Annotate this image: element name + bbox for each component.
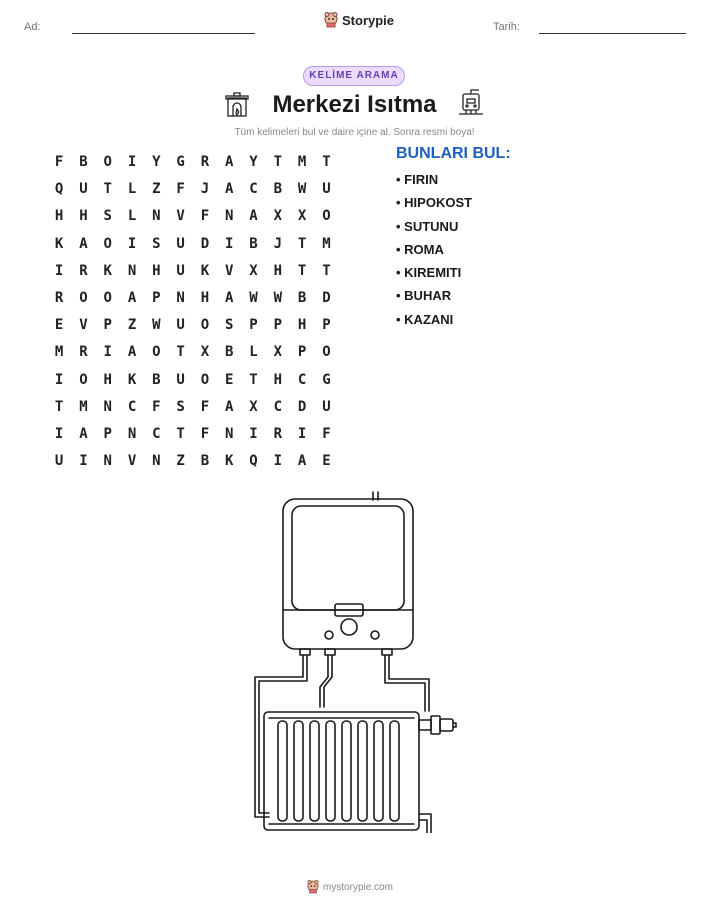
grid-letter: R [54,289,64,306]
grid-letter: B [152,371,161,388]
grid-letter: B [79,154,88,170]
grid-letter: W [273,289,283,306]
grid-letter: V [176,208,185,225]
date-line [539,33,686,34]
grid-letter: W [297,181,307,198]
grid-letter: N [127,262,137,279]
grid-letter: O [200,371,210,388]
grid-letter: U [176,317,185,334]
grid-letter: T [249,371,258,388]
date-label: Tarih: [493,21,520,33]
grid-letter: R [79,344,88,361]
grid-letter: O [103,154,112,170]
grid-letter: I [225,235,234,252]
grid-row [47,367,339,394]
grid-letter: A [225,154,234,170]
grid-letter: B [225,344,234,361]
grid-letter: T [322,154,331,170]
grid-letter: C [297,371,307,388]
grid-letter: A [225,289,234,306]
grid-letter: Q [54,181,64,198]
grid-letter: L [127,181,137,198]
grid-letter: T [103,181,112,198]
activity-badge: KELİME ARAMA [303,66,405,86]
grid-letter: I [127,154,137,170]
grid-letter: C [249,181,258,198]
grid-letter: R [200,154,210,170]
grid-letter: G [322,371,331,388]
grid-letter: D [200,235,210,252]
grid-letter: C [127,398,137,415]
grid-letter: H [152,262,161,279]
grid-letter: I [103,344,112,361]
grid-letter: H [103,371,112,388]
grid-letter: B [273,181,283,198]
grid-letter: V [127,453,137,470]
grid-letter: I [127,235,137,252]
grid-letter: Z [176,453,185,470]
grid-letter: P [103,425,112,442]
grid-letter: N [127,425,137,442]
grid-letter: U [322,398,331,415]
grid-letter: C [273,398,283,415]
grid-letter: U [54,453,64,470]
grid-letter: N [225,208,234,225]
grid-letter: T [273,154,283,170]
instructions: Tüm kelimeleri bul ve daire içine al. Sonra resmi boya! [234,127,475,138]
grid-letter: W [152,317,161,334]
grid-letter: V [79,317,88,334]
storypie-mascot-icon [324,12,338,28]
grid-letter: A [225,181,234,198]
grid-letter: X [297,208,307,225]
brand-logo [324,12,394,28]
boiler-icon [457,88,485,118]
grid-letter: H [79,208,88,225]
word-list-item: • KAZANI [396,311,454,327]
grid-row [47,203,339,230]
grid-letter: A [127,344,137,361]
word-list-item: • SUTUNU [396,218,459,234]
grid-letter: S [103,208,112,225]
grid-letter: R [273,425,283,442]
grid-letter: L [127,208,137,225]
grid-letter: N [152,453,161,470]
grid-letter: T [176,344,185,361]
grid-letter: I [297,425,307,442]
grid-letter: P [273,317,283,334]
grid-letter: I [79,453,88,470]
grid-row [47,312,339,339]
grid-row [47,421,339,448]
grid-letter: N [103,453,112,470]
grid-letter: B [200,453,210,470]
grid-letter: F [200,208,210,225]
grid-letter: S [176,398,185,415]
grid-letter: U [79,181,88,198]
grid-letter: S [225,317,234,334]
grid-letter: V [225,262,234,279]
grid-letter: O [103,235,112,252]
grid-letter: M [54,344,64,361]
page-title: Merkezi Isıtma [272,91,437,118]
grid-letter: H [273,262,283,279]
grid-letter: G [176,154,185,170]
grid-letter: I [54,425,64,442]
grid-letter: T [54,398,64,415]
grid-letter: T [176,425,185,442]
grid-letter: I [54,371,64,388]
grid-letter: K [225,453,234,470]
grid-letter: Y [249,154,258,170]
grid-letter: X [200,344,210,361]
grid-letter: A [297,453,307,470]
grid-letter: P [103,317,112,334]
grid-letter: B [297,289,307,306]
grid-letter: A [249,208,258,225]
grid-row [47,394,339,421]
grid-letter: X [273,208,283,225]
footer-url: mystorypie.com [323,881,394,893]
grid-letter: E [322,453,331,470]
grid-letter: O [152,344,161,361]
grid-letter: U [176,371,185,388]
grid-letter: C [152,425,161,442]
grid-letter: P [152,289,161,306]
name-line [72,33,255,34]
grid-row [47,339,339,366]
grid-letter: A [79,425,88,442]
name-label: Ad: [24,21,41,33]
grid-letter: Q [249,453,258,470]
grid-letter: A [225,398,234,415]
grid-letter: O [103,289,112,306]
grid-letter: H [54,208,64,225]
grid-letter: U [176,262,185,279]
grid-letter: N [176,289,185,306]
grid-letter: O [322,208,331,225]
grid-letter: F [152,398,161,415]
grid-letter: F [200,425,210,442]
storypie-mascot-icon [307,880,319,894]
grid-letter: M [297,154,307,170]
grid-letter: P [297,344,307,361]
grid-letter: T [322,262,331,279]
grid-letter: E [54,317,64,334]
grid-letter: K [54,235,64,252]
footer [307,880,393,894]
grid-letter: I [273,453,283,470]
grid-letter: X [273,344,283,361]
word-list-item: • HIPOKOST [396,195,473,211]
brand-name: Storypie [342,12,395,28]
grid-letter: Y [152,154,161,170]
grid-row [47,258,339,285]
grid-letter: J [273,235,283,252]
grid-letter: M [79,398,88,415]
grid-letter: H [297,317,307,334]
word-list-item: • KIREMITI [396,265,462,281]
grid-letter: M [322,235,331,252]
grid-letter: X [249,398,258,415]
grid-letter: O [200,317,210,334]
grid-letter: N [103,398,112,415]
letter-grid [47,149,339,475]
grid-letter: H [273,371,283,388]
grid-row [47,231,339,258]
word-list-item: • BUHAR [396,288,452,304]
grid-letter: D [297,398,307,415]
grid-row [47,176,339,203]
grid-letter: T [297,262,307,279]
grid-letter: S [152,235,161,252]
word-list-title: BUNLARI BUL: [396,145,511,162]
grid-letter: N [225,425,234,442]
grid-letter: N [152,208,161,225]
word-list-item: • FIRIN [396,172,439,187]
grid-row [47,285,339,312]
grid-letter: K [103,262,112,279]
grid-letter: J [200,181,210,198]
grid-letter: A [127,289,137,306]
grid-letter: O [322,344,331,361]
word-list [396,172,472,335]
grid-letter: B [249,235,258,252]
grid-letter: E [225,371,234,388]
grid-letter: Z [127,317,137,334]
grid-letter: H [200,289,210,306]
grid-letter: K [200,262,210,279]
grid-letter: I [249,425,258,442]
grid-letter: F [176,181,185,198]
grid-letter: P [249,317,258,334]
grid-letter: D [322,289,331,306]
grid-letter: R [79,262,88,279]
grid-letter: Z [152,181,161,198]
grid-letter: F [322,425,331,442]
grid-letter: W [249,289,258,306]
grid-letter: F [200,398,210,415]
grid-row [47,448,339,475]
grid-letter: O [79,289,88,306]
grid-letter: U [176,235,185,252]
grid-letter: O [79,371,88,388]
grid-letter: A [79,235,88,252]
word-list-item: • ROMA [396,241,444,257]
grid-letter: L [249,344,258,361]
grid-letter: I [54,262,64,279]
boiler-radiator-illustration [232,488,472,833]
grid-row [47,149,339,176]
grid-letter: U [322,181,331,198]
grid-letter: P [322,317,331,334]
grid-letter: K [127,371,137,388]
grid-letter: X [249,262,258,279]
grid-letter: T [297,235,307,252]
grid-letter: F [54,154,64,170]
